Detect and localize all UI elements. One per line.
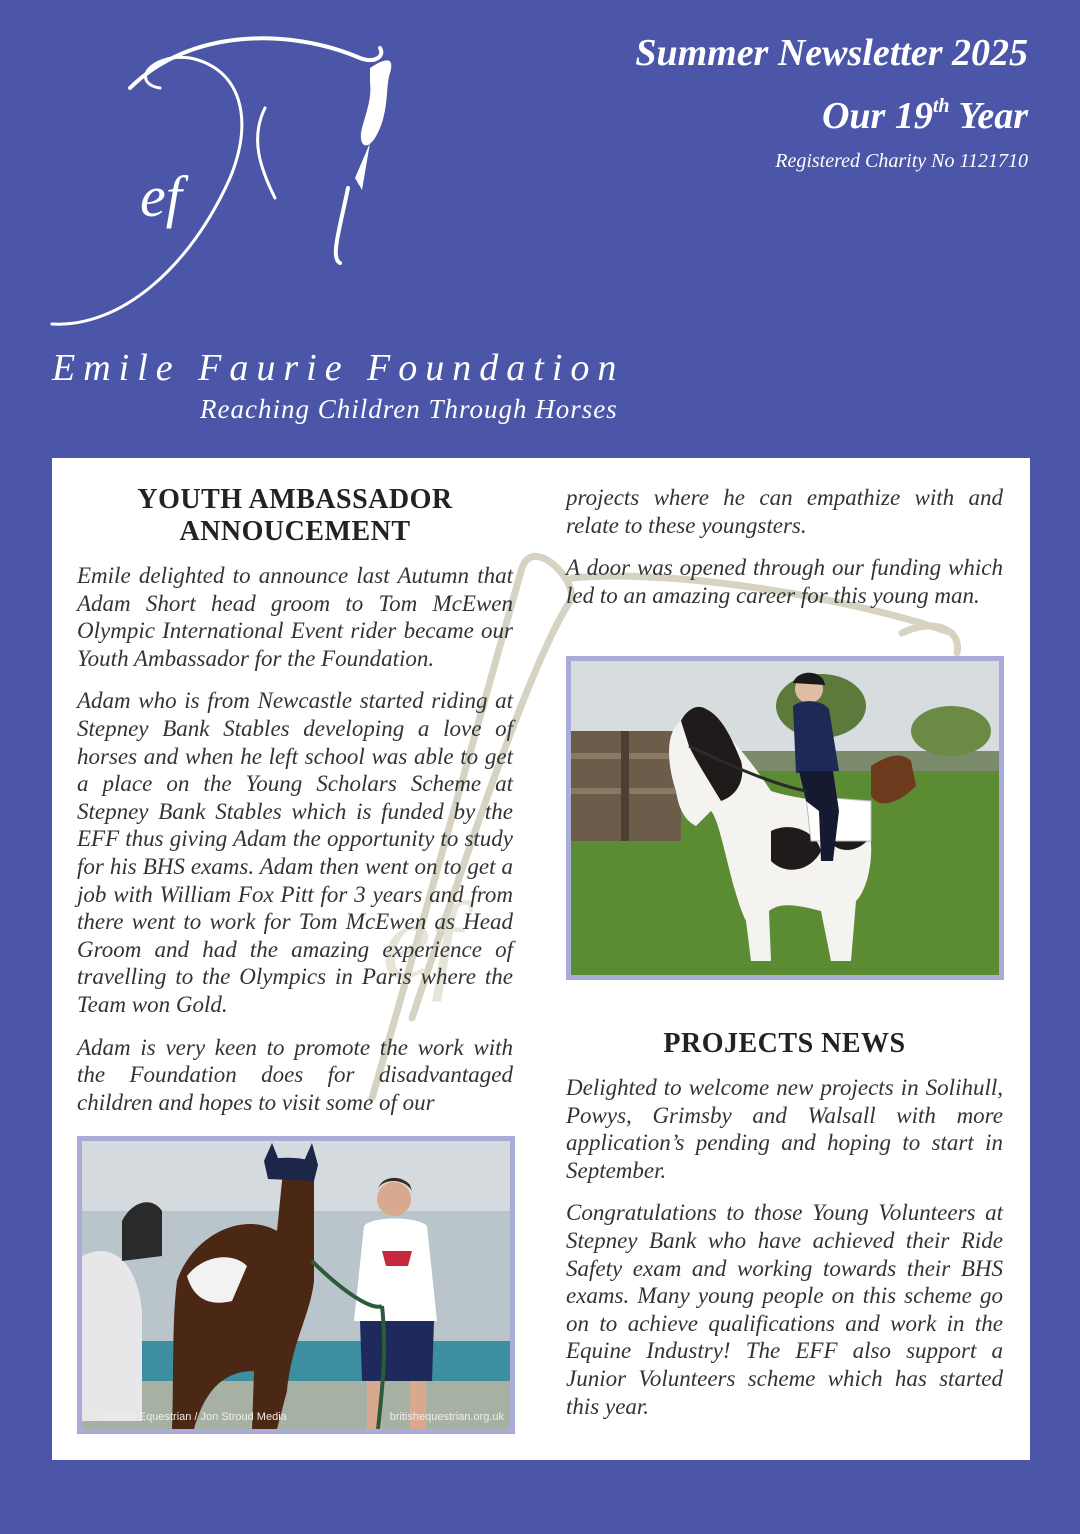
- projects-paragraph-1: Delighted to welcome new projects in Solihull, Powys, Grimsby and Walsall with more application’s pending and hoping to start in September.: [566, 1075, 1003, 1183]
- foundation-logo: [40, 28, 420, 338]
- youth-paragraph-4: projects where he can empathize with and relate to these youngsters.: [566, 485, 1003, 538]
- logo-letters: ef: [140, 164, 182, 229]
- youth-ambassador-heading: YOUTH AMBASSADOR ANNOUCEMENT: [137, 484, 453, 547]
- youth-paragraph-2: Adam who is from Newcastle started riding at Stepney Bank Stables developing a love of horses and when he left school was able to get a place on the Young Scholars Scheme at Stepney Bank Stables which is funded by the EFF thus giving Adam the opportunity to study for his BHS exams. Adam then went on to get a job with William Fox Pitt for 3 years and from there went to work for Tom McEwen as Head Groom and had the amazing experience of travelling to the Olympics in Paris where the Team won Gold.: [77, 688, 513, 1017]
- newsletter-title: Summer Newsletter 2025: [635, 32, 1028, 74]
- charity-number: Registered Charity No 1121710: [775, 150, 1028, 172]
- youth-paragraph-1: Emile delighted to announce last Autumn that Adam Short head groom to Tom McEwen Olympic International Event rider became our Youth Ambassador for the Foundation.: [77, 563, 513, 671]
- youth-ambassador-column: [77, 484, 513, 1131]
- foundation-name: Emile Faurie Foundation: [52, 347, 625, 389]
- youth-paragraph-3: Adam is very keen to promote the work with the Foundation does for disadvantaged children and hopes to visit some of our: [77, 1034, 513, 1115]
- photo-boy-on-pony: [566, 656, 1004, 980]
- watermark-letters: ef: [382, 880, 462, 1002]
- photo-credit: © British Equestrian / Jon Stroud Media: [94, 1411, 287, 1423]
- tagline: Reaching Children Through Horses: [200, 394, 618, 424]
- projects-paragraph-2: Congratulations to those Young Volunteers at Stepney Bank who have achieved their Ride Safety exam and working towards their BHS exams. Many young people on this scheme go on to achieve qualifications and work in the Equine Industry! The EFF also support a Junior Volunteers scheme which has started this year.: [566, 1200, 1003, 1419]
- projects-news-column: [566, 1028, 1003, 1435]
- content-panel: [52, 458, 1030, 1460]
- projects-news-heading: PROJECTS NEWS: [663, 1028, 906, 1059]
- right-column: [566, 484, 1003, 624]
- photo-groom-with-horse: [77, 1136, 515, 1434]
- photo-credit-site: britishequestrian.org.uk: [389, 1411, 504, 1423]
- youth-paragraph-5: A door was opened through our funding which led to an amazing career for this young man.: [566, 555, 1003, 608]
- newsletter-year: Our 19th Year: [821, 95, 1028, 137]
- newsletter-header: [635, 30, 1028, 173]
